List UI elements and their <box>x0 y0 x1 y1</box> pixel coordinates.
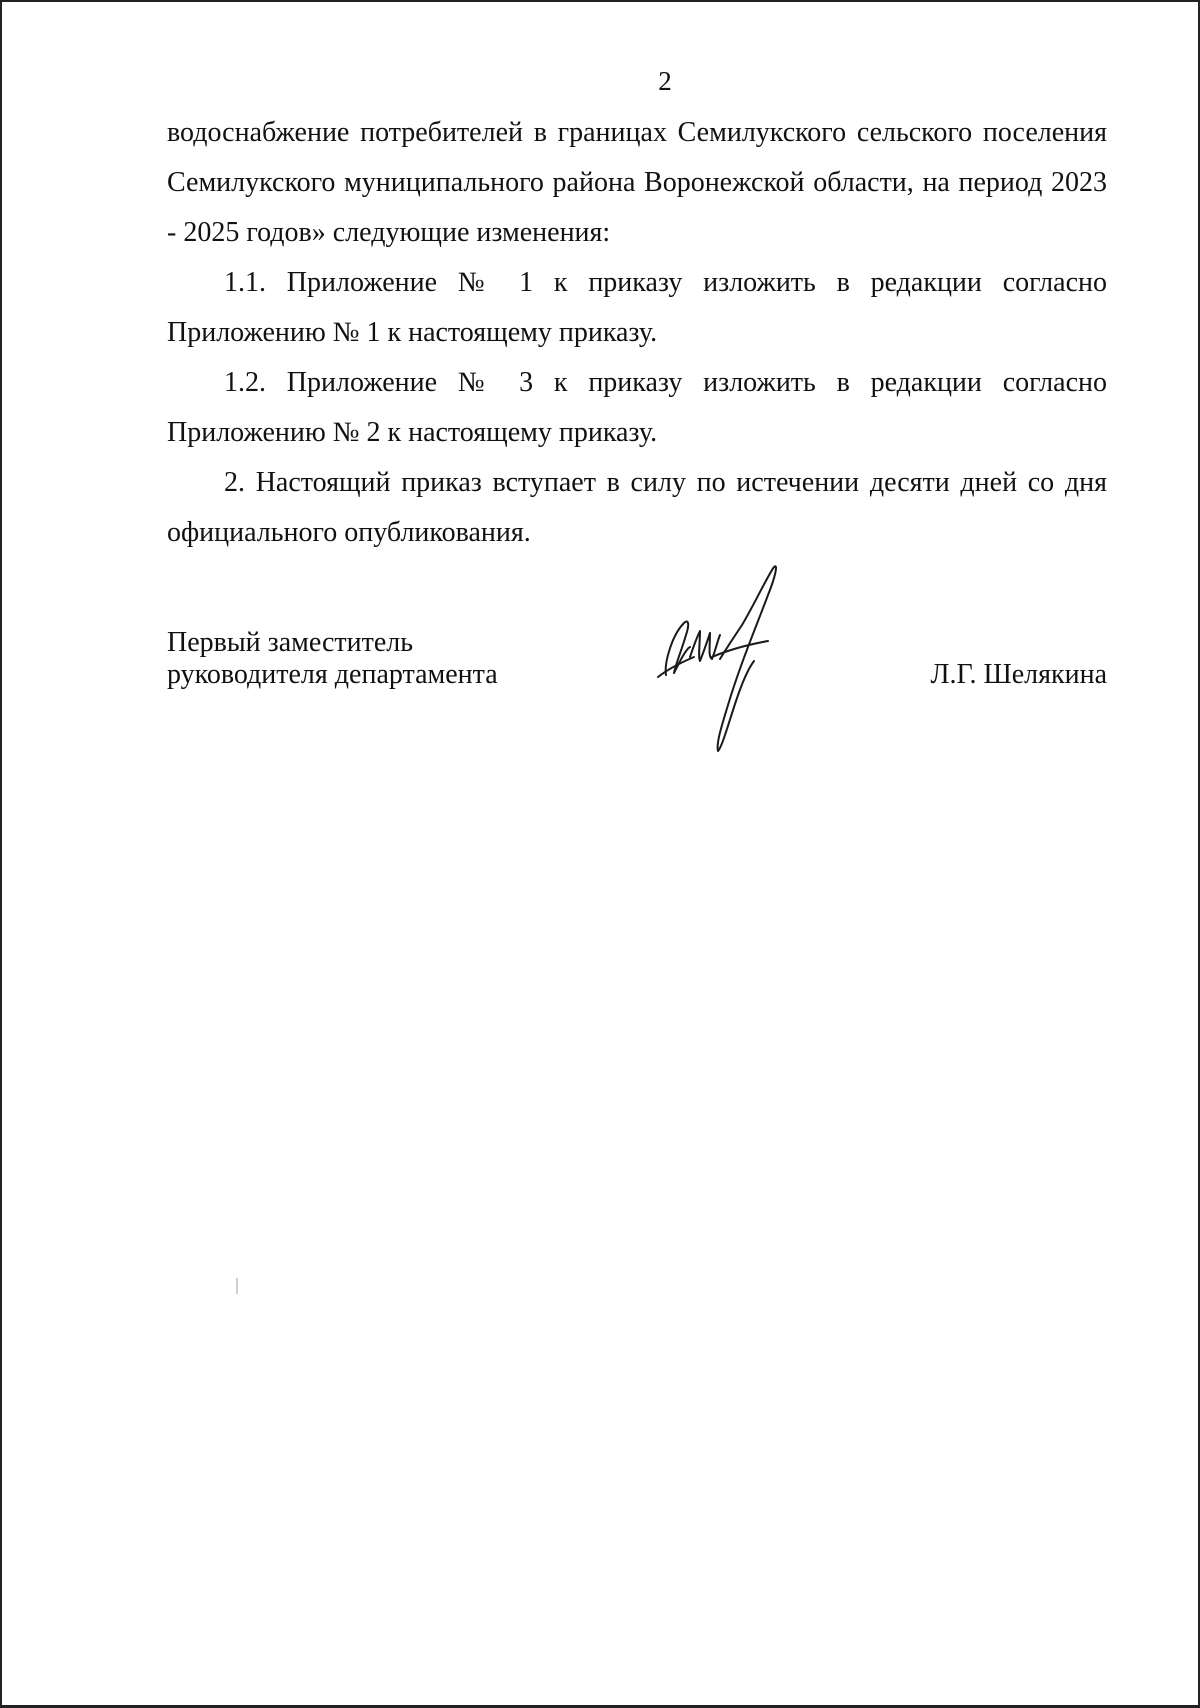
paragraph-continuation: водоснабжение потребителей в границах Семилукского сельского поселения Семилукского муниципального района Воронежской области, на период 2023 - 2025 годов» следующие изменения: <box>167 117 1107 248</box>
scan-artifact-mark <box>236 1278 238 1294</box>
document-body <box>167 108 1107 558</box>
paragraph-item-1-1: 1.1. Приложение № 1 к приказу изложить в редакции согласно Приложению № 1 к настоящему приказу. <box>167 267 1107 348</box>
signature-block <box>167 627 1107 757</box>
signer-position-line-1: Первый заместитель <box>167 627 414 658</box>
paragraph-item-1-2: 1.2. Приложение № 3 к приказу изложить в редакции согласно Приложению № 2 к настоящему приказу. <box>167 367 1107 448</box>
handwritten-signature <box>650 565 820 755</box>
page-number: 2 <box>658 66 672 96</box>
paragraph-item-2: 2. Настоящий приказ вступает в силу по истечении десяти дней со дня официального опубликования. <box>167 467 1107 548</box>
signer-position-line-2: руководителя департамента <box>167 659 498 690</box>
signer-name: Л.Г. Шелякина <box>930 659 1107 690</box>
signer-position <box>167 627 498 691</box>
